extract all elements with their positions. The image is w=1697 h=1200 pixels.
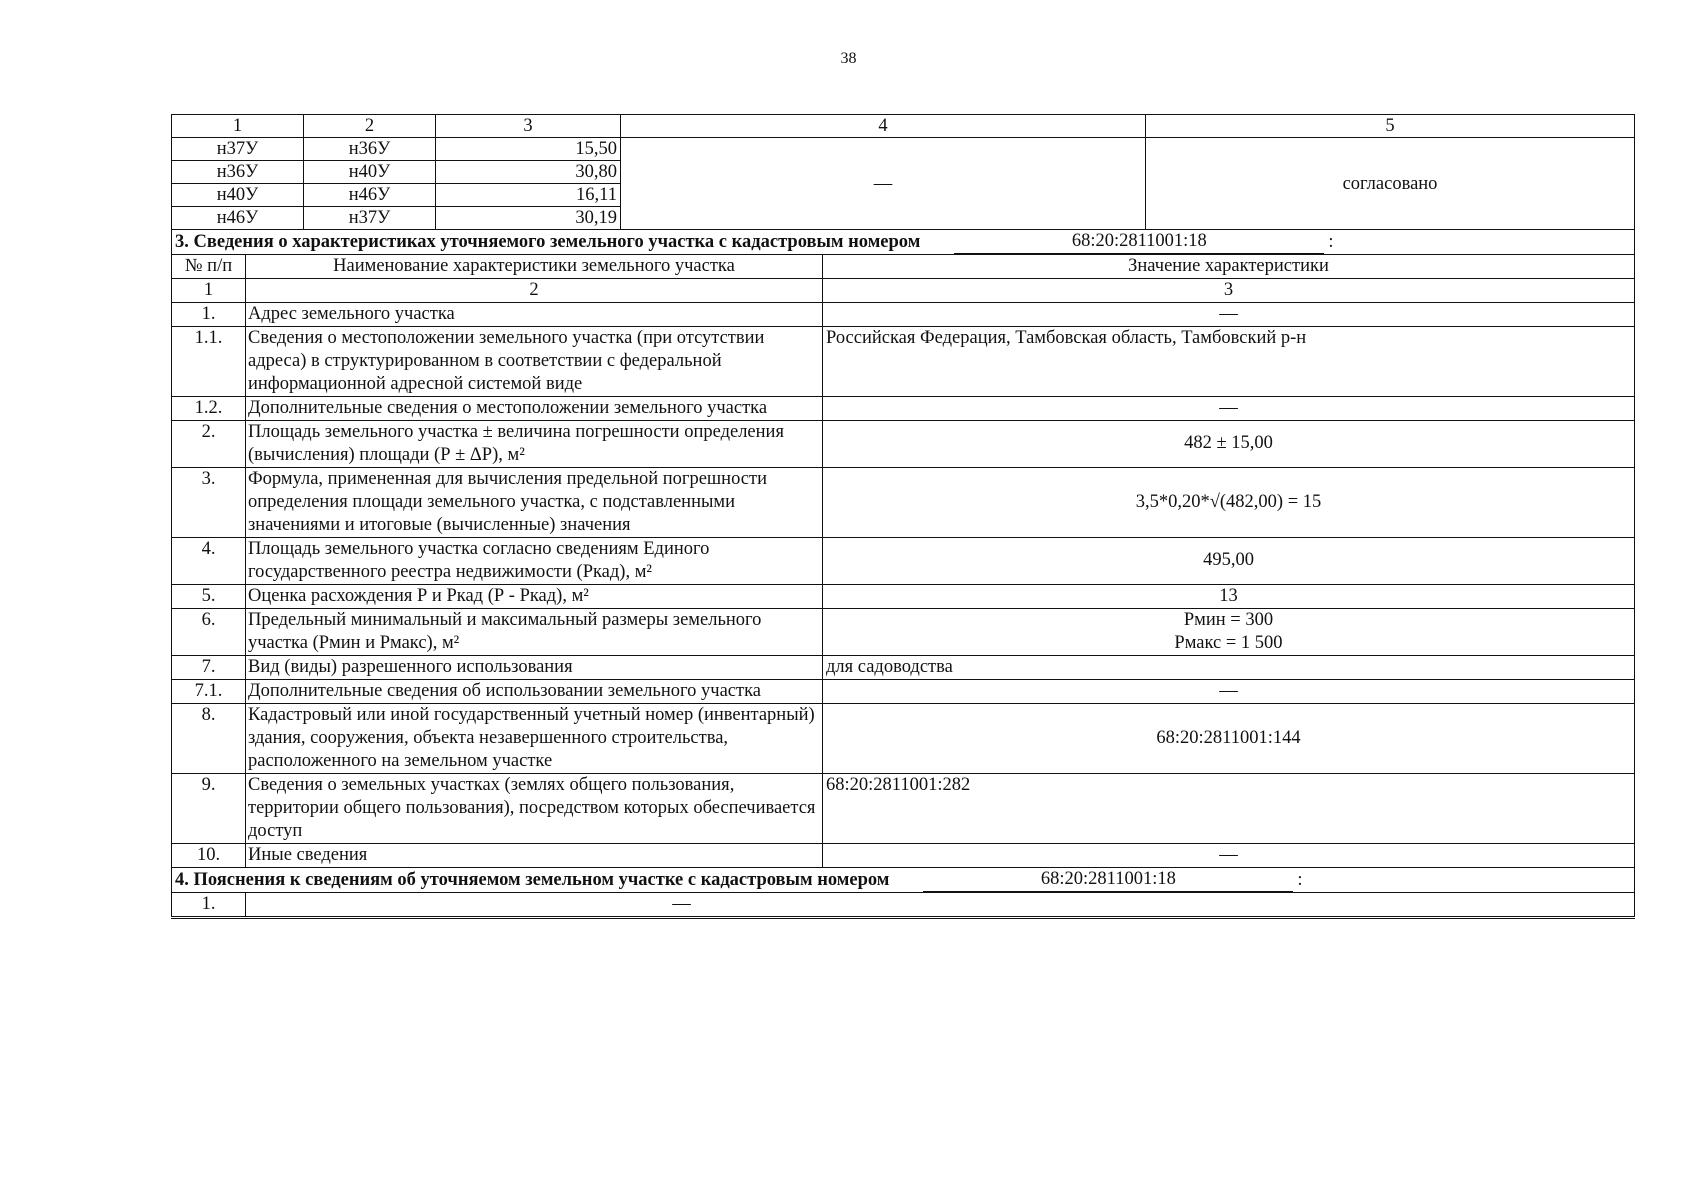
segment-length: 30,19 [436,207,621,230]
row-value: — [823,679,1635,703]
col5-value: согласовано [1146,138,1635,230]
table-row [172,655,1635,679]
row-value: для садоводства [823,655,1635,679]
table-row [172,537,1635,584]
column-numbers [172,278,1635,302]
area-max: Рмакс = 1 500 [1174,632,1283,653]
row-value: — [823,396,1635,420]
row-name: Вид (виды) разрешенного использования [246,655,823,679]
header-num: № п/п [172,254,246,278]
row-value: — [823,843,1635,867]
table-row [172,302,1635,326]
row-number: 5. [172,584,246,608]
area-min: Рмин = 300 [1183,609,1274,630]
column-number: 1 [172,278,246,302]
header-cell: 4 [621,115,1146,138]
row-name: Сведения о местоположении земельного участка (при отсутствии адреса) в структурированном в соответствии с федеральной информационной адресной системой виде [246,326,823,396]
header-cell: 2 [304,115,436,138]
row-number: 1.2. [172,396,246,420]
section3-title: 3. Сведения о характеристиках уточняемого земельного участка с кадастровым номером [175,231,921,252]
point-from: н46У [172,207,304,230]
table-row [172,326,1635,396]
table-row [172,467,1635,537]
characteristics-table [171,229,1635,919]
row-name: Кадастровый или иной государственный учетный номер (инвентарный) здания, сооружения, объекта незавершенного строительства, расположенного на земельном участке [246,703,823,773]
table-row [172,396,1635,420]
row-name: Оценка расхождения Р и Ркад (Р - Ркад), м² [246,584,823,608]
row-value: — [823,302,1635,326]
header-value: Значение характеристики [823,254,1635,278]
header-cell: 5 [1146,115,1635,138]
row-name: Адрес земельного участка [246,302,823,326]
row-number: 2. [172,420,246,467]
table-row [172,608,1635,655]
segment-length: 15,50 [436,138,621,161]
row-number: 10. [172,843,246,867]
column-number: 3 [823,278,1635,302]
col4-value: — [621,138,1146,230]
header-name: Наименование характеристики земельного участка [246,254,823,278]
column-headers [172,254,1635,278]
row-number: 7. [172,655,246,679]
section4-cadastral-number: 68:20:2811001:18 [923,868,1293,892]
row-number: 8. [172,703,246,773]
section4-colon: : [1297,869,1303,890]
section4-title-cell [172,867,1635,892]
row-value: 13 [823,584,1635,608]
row-value: — [246,892,1635,917]
row-number: 4. [172,537,246,584]
table-row [172,679,1635,703]
section4-title: 4. Пояснения к сведениям об уточняемом земельном участке с кадастровым номером [175,869,890,890]
table-row [172,138,1635,161]
row-number: 9. [172,773,246,843]
row-value: 3,5*0,20*√(482,00) = 15 [823,467,1635,537]
table-row [172,703,1635,773]
row-value: 68:20:2811001:144 [823,703,1635,773]
point-to: н36У [304,138,436,161]
row-name: Формула, примененная для вычисления предельной погрешности определения площади земельного участка, с подставленными значениями и итоговые (вычисленные) значения [246,467,823,537]
table-row [172,773,1635,843]
point-from: н36У [172,161,304,184]
boundary-table-header [172,115,1635,138]
row-number: 7.1. [172,679,246,703]
row-value: 495,00 [823,537,1635,584]
row-name: Площадь земельного участка ± величина погрешности определения (вычисления) площади (Р ± ΔР), м² [246,420,823,467]
row-value [823,608,1635,655]
page-number: 38 [840,50,857,67]
row-name: Дополнительные сведения о местоположении земельного участка [246,396,823,420]
row-name: Предельный минимальный и максимальный размеры земельного участка (Рмин и Рмакс), м² [246,608,823,655]
table-row [172,584,1635,608]
row-name: Сведения о земельных участках (землях общего пользования, территории общего пользования), посредством которых обеспечивается доступ [246,773,823,843]
section3-title-cell [172,229,1635,254]
row-value: 482 ± 15,00 [823,420,1635,467]
row-number: 6. [172,608,246,655]
row-number: 1.1. [172,326,246,396]
row-number: 3. [172,467,246,537]
row-value: Российская Федерация, Тамбовская область, Тамбовский р-н [823,326,1635,396]
section3-header [172,229,1635,254]
point-to: н40У [304,161,436,184]
table-row [172,420,1635,467]
row-value: 68:20:2811001:282 [823,773,1635,843]
boundary-table [171,114,1635,230]
point-to: н37У [304,207,436,230]
header-cell: 1 [172,115,304,138]
table-row [172,843,1635,867]
header-cell: 3 [436,115,621,138]
row-number: 1. [172,302,246,326]
column-number: 2 [246,278,823,302]
table-row [172,892,1635,917]
document-sheet [171,114,1634,919]
point-from: н40У [172,184,304,207]
row-name: Дополнительные сведения об использовании земельного участка [246,679,823,703]
section4-header [172,867,1635,892]
row-name: Иные сведения [246,843,823,867]
point-to: н46У [304,184,436,207]
row-number: 1. [172,892,246,917]
row-name: Площадь земельного участка согласно сведениям Единого государственного реестра недвижимости (Ркад), м² [246,537,823,584]
segment-length: 16,11 [436,184,621,207]
section3-colon: : [1328,231,1334,252]
section3-cadastral-number: 68:20:2811001:18 [954,230,1324,254]
segment-length: 30,80 [436,161,621,184]
point-from: н37У [172,138,304,161]
